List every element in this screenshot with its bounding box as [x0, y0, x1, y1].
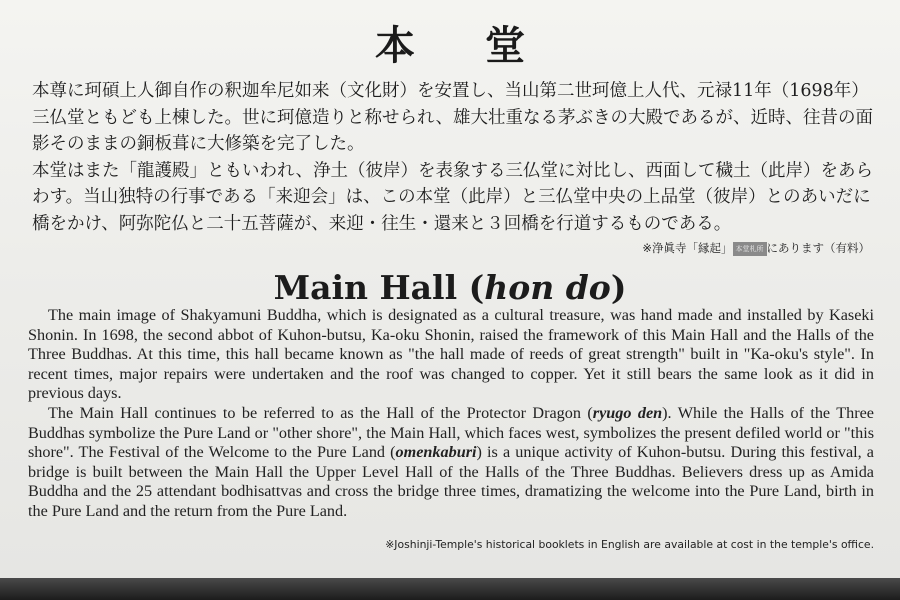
- english-title-italic: hon do: [484, 268, 611, 307]
- english-term-omenkaburi: omenkaburi: [395, 443, 477, 462]
- english-body: [28, 306, 874, 522]
- english-paragraph-1: The main image of Shakyamuni Buddha, which is designated as a cultural treasure, was hand made and installed by Kaseki Shonin. In 1698, the second abbot of Kuhon-butsu, Ka-oku Shonin, raised the framework of this Main Hall and the Halls of the Three Buddhas. At this time, this hall became known as "the hall made of reeds of great strength" built in "Ka-oku's style". In recent times, major repairs were undertaken and the roof was changed to copper. Yet it still bears the same look as it did in previous days.: [28, 306, 874, 403]
- english-paragraph-2-part-a: The Main Hall continues to be referred to as the Hall of the Protector Dragon (: [48, 403, 593, 422]
- japanese-title: 本堂: [375, 22, 595, 69]
- japanese-paragraph-2: 本堂はまた「龍護殿」ともいわれ、浄土（彼岸）を表象する三仏堂に対比し、西面して穢土（此岸）をあらわす。当山独特の行事である「来迎会」は、この本堂（此岸）と三仏堂中央の上品堂（彼岸）とのあいだに橋をかけ、阿弥陀仏と二十五菩薩が、来迎・往生・還来と３回橋を行道するものである。: [32, 160, 874, 234]
- japanese-body: [32, 78, 877, 237]
- english-paragraph-2-part-b: ). While the Halls of the Three Buddhas symbolize the Pure Land or "other shore", the Main Hall, which faces west, symbolizes the present defiled world or "this shore". The Festival of the Welcome to the Pure Land (: [28, 403, 874, 462]
- sign-frame-bottom: [0, 578, 900, 600]
- japanese-note-stamp: 本堂札所: [733, 242, 767, 256]
- english-paragraph-2: [28, 404, 874, 522]
- japanese-booklet-note: [642, 240, 870, 256]
- japanese-paragraph-1: 本尊に珂碩上人御自作の釈迦牟尼如来（文化財）を安置し、当山第二世珂億上人代、元禄11年（1698年）三仏堂ともども上棟した。世に珂億造りと称せられ、雄大壮重なる茅ぶきの大殿であるが、近時、往昔の面影そのままの銅板葺に大修築を完了した。: [32, 81, 874, 154]
- english-title-main: Main Hall (: [273, 268, 485, 307]
- english-booklet-note: ※Joshinji-Temple's historical booklets in English are available at cost in the temple's office.: [385, 538, 874, 551]
- english-term-ryugo-den: ryugo den: [592, 403, 663, 422]
- japanese-note-prefix: ※浄眞寺「縁起」: [642, 241, 733, 255]
- japanese-note-suffix: にあります（有料）: [766, 241, 870, 255]
- english-title-close: ): [610, 268, 627, 307]
- english-title: [0, 266, 900, 310]
- english-paragraph-2-part-c: ) is a unique activity of Kuhon-butsu. During this festival, a bridge is built between the Main Hall the Upper Level Hall of the Halls of the Three Buddhas. Believers dress up as Amida Buddha and the 25 attendant bodhisattvas and cross the bridge three times, dramatizing the welcome into the Pure Land, birth in the Pure Land and the return from the Pure Land.: [28, 443, 874, 520]
